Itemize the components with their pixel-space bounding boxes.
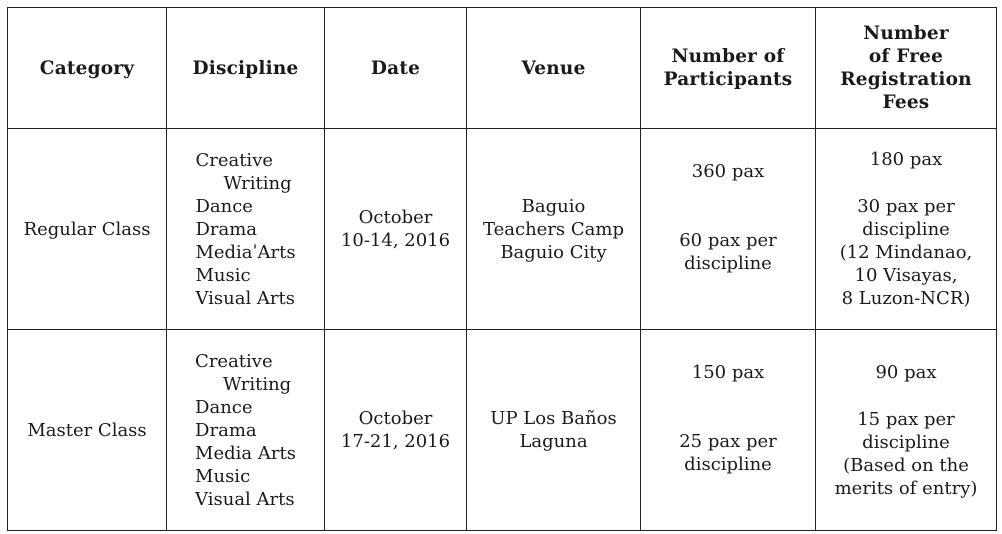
category-cell: Regular Class — [8, 129, 167, 330]
discipline-item: Visual Arts — [195, 287, 295, 309]
free-detail-line: 10 Visayas, — [854, 265, 958, 286]
discipline-item: Visual Arts — [195, 488, 295, 510]
discipline-item: Dance — [195, 195, 253, 217]
free-detail-line: 15 pax per — [857, 408, 955, 430]
table-row — [8, 330, 997, 531]
free-detail-line: (Based on the — [843, 454, 969, 476]
discipline-item: MediaˈArts — [195, 241, 296, 263]
free-detail-line: discipline — [862, 431, 950, 453]
date-line: October — [358, 207, 433, 228]
date-line: 17-21, 2016 — [340, 431, 451, 452]
header-participants-line: Participants — [663, 69, 793, 90]
discipline-item: Drama — [195, 218, 258, 240]
header-discipline: Discipline — [167, 8, 325, 129]
discipline-item: Writing — [223, 172, 292, 194]
discipline-item: Dance — [195, 396, 253, 418]
discipline-item: Creative — [195, 350, 273, 372]
header-category: Category — [8, 8, 167, 129]
free-detail-line: 8 Luzon-NCR) — [841, 288, 971, 309]
header-participants-line: Number of — [671, 46, 785, 67]
venue-cell — [467, 330, 641, 531]
participants-per-line: discipline — [684, 453, 772, 475]
venue-line: Baguio City — [500, 241, 607, 263]
date-cell — [325, 330, 467, 531]
date-cell — [325, 129, 467, 330]
participants-per-line: discipline — [684, 252, 772, 274]
discipline-list — [195, 350, 296, 511]
free-total: 90 pax — [875, 361, 937, 383]
participants-cell — [641, 129, 816, 330]
discipline-item: Music — [195, 465, 251, 487]
header-date: Date — [325, 8, 467, 129]
discipline-cell — [167, 330, 325, 531]
free-total: 180 pax — [869, 149, 943, 170]
participants-per-line: 60 pax per — [679, 229, 777, 251]
free-detail-line: (12 Mindanao, — [839, 242, 973, 263]
header-free-fees-line: Number — [863, 23, 949, 44]
participants-total: 360 pax — [691, 160, 765, 182]
free-fees-cell — [816, 330, 997, 531]
discipline-item: Media Arts — [195, 442, 296, 464]
venue-line: Laguna — [519, 431, 588, 452]
discipline-list — [195, 149, 295, 310]
header-venue: Venue — [467, 8, 641, 129]
discipline-item: Creative — [195, 149, 274, 171]
participants-cell — [641, 330, 816, 531]
free-fees-cell — [816, 129, 997, 330]
venue-cell — [467, 129, 641, 330]
header-row — [8, 8, 997, 129]
header-participants — [641, 8, 816, 129]
discipline-cell — [167, 129, 325, 330]
venue-line: Baguio — [521, 195, 586, 217]
venue-line: UP Los Baños — [490, 408, 617, 429]
discipline-item: Drama — [195, 419, 257, 441]
participants-total: 150 pax — [691, 361, 765, 383]
category-cell: Master Class — [8, 330, 167, 531]
date-line: 10-14, 2016 — [340, 230, 451, 251]
header-free-fees-line: of Free — [868, 46, 944, 67]
free-detail-line: discipline — [862, 219, 950, 240]
free-detail-line: merits of entry) — [834, 477, 978, 499]
header-free-fees-line: Registration — [840, 69, 972, 90]
date-line: October — [358, 408, 433, 429]
header-free-fees — [816, 8, 997, 129]
header-free-fees-line: Fees — [882, 92, 930, 113]
schedule-table — [7, 7, 997, 531]
discipline-item: Music — [195, 264, 251, 286]
free-detail-line: 30 pax per — [857, 196, 955, 217]
venue-line: Teachers Camp — [483, 218, 624, 240]
discipline-item: Writing — [223, 373, 292, 395]
table-row — [8, 129, 997, 330]
participants-per-line: 25 pax per — [679, 430, 777, 452]
